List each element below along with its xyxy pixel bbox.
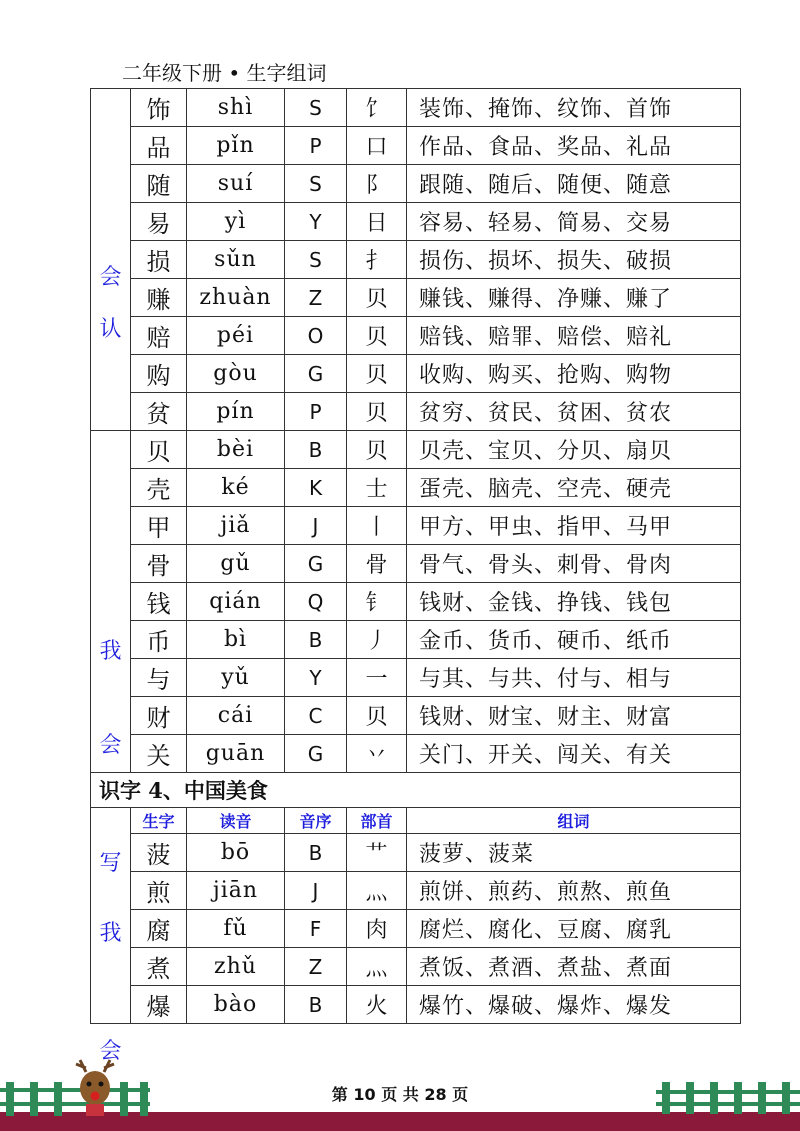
- words-cell: 与其、与共、付与、相与: [407, 659, 741, 697]
- pinyin-cell: sǔn: [187, 241, 285, 279]
- radical-cell: 灬: [347, 872, 407, 910]
- order-cell: B: [285, 621, 347, 659]
- side-label: [91, 431, 131, 876]
- vocab-table: [90, 88, 741, 1064]
- side-label-char: 会: [99, 1038, 122, 1064]
- radical-cell: 丨: [347, 507, 407, 545]
- table-row: [91, 872, 741, 910]
- table-row: [91, 910, 741, 948]
- words-cell: 骨气、骨头、刺骨、骨肉: [407, 545, 741, 583]
- fence-right-decoration: [656, 1078, 800, 1118]
- table-row: [91, 507, 741, 545]
- words-cell: 容易、轻易、简易、交易: [407, 203, 741, 241]
- radical-cell: 贝: [347, 279, 407, 317]
- words-cell: 腐烂、腐化、豆腐、腐乳: [407, 910, 741, 948]
- radical-cell: 阝: [347, 165, 407, 203]
- column-header-words: 组词: [407, 808, 741, 834]
- words-cell: 跟随、随后、随便、随意: [407, 165, 741, 203]
- radical-cell: 口: [347, 127, 407, 165]
- words-cell: 赔钱、赔罪、赔偿、赔礼: [407, 317, 741, 355]
- radical-cell: 钅: [347, 583, 407, 621]
- char-cell: 骨: [131, 545, 187, 583]
- order-cell: G: [285, 735, 347, 773]
- radical-cell: 贝: [347, 317, 407, 355]
- char-cell: 甲: [131, 507, 187, 545]
- pinyin-cell: yǔ: [187, 659, 285, 697]
- radical-cell: 饣: [347, 89, 407, 127]
- words-cell: 装饰、掩饰、纹饰、首饰: [407, 89, 741, 127]
- order-cell: F: [285, 910, 347, 948]
- order-cell: B: [285, 986, 347, 1024]
- order-cell: Z: [285, 948, 347, 986]
- char-cell: 易: [131, 203, 187, 241]
- char-cell: 随: [131, 165, 187, 203]
- char-cell: 壳: [131, 469, 187, 507]
- char-cell: 赚: [131, 279, 187, 317]
- pinyin-cell: zhǔ: [187, 948, 285, 986]
- order-cell: Q: [285, 583, 347, 621]
- radical-cell: 士: [347, 469, 407, 507]
- char-cell: 财: [131, 697, 187, 735]
- table-row: [91, 948, 741, 986]
- table-row: [91, 89, 741, 127]
- words-cell: 爆竹、爆破、爆炸、爆发: [407, 986, 741, 1024]
- pinyin-cell: bèi: [187, 431, 285, 469]
- side-label: [91, 808, 131, 1064]
- char-cell: 腐: [131, 910, 187, 948]
- order-cell: Z: [285, 279, 347, 317]
- table-row: [91, 241, 741, 279]
- radical-cell: 贝: [347, 355, 407, 393]
- radical-cell: 艹: [347, 834, 407, 872]
- pinyin-cell: suí: [187, 165, 285, 203]
- words-cell: 菠萝、菠菜: [407, 834, 741, 872]
- char-cell: 购: [131, 355, 187, 393]
- pinyin-cell: fǔ: [187, 910, 285, 948]
- radical-cell: 火: [347, 986, 407, 1024]
- pinyin-cell: pǐn: [187, 127, 285, 165]
- radical-cell: 贝: [347, 697, 407, 735]
- words-cell: 蛋壳、脑壳、空壳、硬壳: [407, 469, 741, 507]
- side-label-char: 会: [99, 732, 122, 758]
- page-number: 第 10 页 共 28 页: [331, 1085, 469, 1104]
- char-cell: 钱: [131, 583, 187, 621]
- column-header-order: 音序: [285, 808, 347, 834]
- table-row: [91, 317, 741, 355]
- pinyin-cell: bì: [187, 621, 285, 659]
- side-label-char: 会: [99, 264, 122, 290]
- pinyin-cell: cái: [187, 697, 285, 735]
- order-cell: Y: [285, 659, 347, 697]
- words-cell: 金币、货币、硬币、纸币: [407, 621, 741, 659]
- order-cell: K: [285, 469, 347, 507]
- radical-cell: 扌: [347, 241, 407, 279]
- table-row: [91, 469, 741, 507]
- radical-cell: 骨: [347, 545, 407, 583]
- char-cell: 饰: [131, 89, 187, 127]
- char-cell: 损: [131, 241, 187, 279]
- table-row: [91, 697, 741, 735]
- words-cell: 关门、开关、闯关、有关: [407, 735, 741, 773]
- order-cell: P: [285, 393, 347, 431]
- table-row: [91, 659, 741, 697]
- table-row: [91, 127, 741, 165]
- pinyin-cell: zhuàn: [187, 279, 285, 317]
- words-cell: 煎饼、煎药、煎熬、煎鱼: [407, 872, 741, 910]
- radical-cell: 日: [347, 203, 407, 241]
- char-cell: 与: [131, 659, 187, 697]
- side-label-char: 我: [99, 920, 122, 946]
- table-row: [91, 393, 741, 431]
- words-cell: 钱财、金钱、挣钱、钱包: [407, 583, 741, 621]
- pinyin-cell: yì: [187, 203, 285, 241]
- side-label-char: 写: [99, 850, 122, 876]
- pinyin-cell: qián: [187, 583, 285, 621]
- radical-cell: 贝: [347, 431, 407, 469]
- page-title: 二年级下册 • 生字组词: [122, 61, 327, 85]
- order-cell: O: [285, 317, 347, 355]
- table-row: [91, 279, 741, 317]
- order-cell: J: [285, 507, 347, 545]
- pinyin-cell: ké: [187, 469, 285, 507]
- words-cell: 煮饭、煮酒、煮盐、煮面: [407, 948, 741, 986]
- char-cell: 关: [131, 735, 187, 773]
- pinyin-cell: gǔ: [187, 545, 285, 583]
- radical-cell: 丷: [347, 735, 407, 773]
- char-cell: 币: [131, 621, 187, 659]
- char-cell: 品: [131, 127, 187, 165]
- words-cell: 贫穷、贫民、贫困、贫农: [407, 393, 741, 431]
- pinyin-cell: gòu: [187, 355, 285, 393]
- pinyin-cell: jiān: [187, 872, 285, 910]
- order-cell: B: [285, 431, 347, 469]
- radical-cell: 肉: [347, 910, 407, 948]
- radical-cell: 一: [347, 659, 407, 697]
- words-cell: 贝壳、宝贝、分贝、扇贝: [407, 431, 741, 469]
- char-cell: 煮: [131, 948, 187, 986]
- section-title: 识字 4、中国美食: [91, 773, 741, 808]
- pinyin-cell: bào: [187, 986, 285, 1024]
- order-cell: G: [285, 355, 347, 393]
- words-cell: 收购、购买、抢购、购物: [407, 355, 741, 393]
- pinyin-cell: shì: [187, 89, 285, 127]
- order-cell: C: [285, 697, 347, 735]
- char-cell: 菠: [131, 834, 187, 872]
- words-cell: 赚钱、赚得、净赚、赚了: [407, 279, 741, 317]
- table-row: [91, 986, 741, 1024]
- table-row: [91, 735, 741, 773]
- char-cell: 爆: [131, 986, 187, 1024]
- column-header-pinyin: 读音: [187, 808, 285, 834]
- table-row: [91, 165, 741, 203]
- words-cell: 作品、食品、奖品、礼品: [407, 127, 741, 165]
- pinyin-cell: péi: [187, 317, 285, 355]
- fence-left-decoration: [0, 1058, 150, 1118]
- radical-cell: 丿: [347, 621, 407, 659]
- words-cell: 损伤、损坏、损失、破损: [407, 241, 741, 279]
- radical-cell: 灬: [347, 948, 407, 986]
- section-row: [91, 773, 741, 808]
- order-cell: S: [285, 165, 347, 203]
- column-header-radical: 部首: [347, 808, 407, 834]
- order-cell: P: [285, 127, 347, 165]
- words-cell: 钱财、财宝、财主、财富: [407, 697, 741, 735]
- side-label-char: 我: [99, 638, 122, 664]
- order-cell: Y: [285, 203, 347, 241]
- char-cell: 赔: [131, 317, 187, 355]
- table-row: [91, 355, 741, 393]
- order-cell: J: [285, 872, 347, 910]
- table-row: [91, 583, 741, 621]
- table-row: [91, 621, 741, 659]
- pinyin-cell: jiǎ: [187, 507, 285, 545]
- column-header-char: 生字: [131, 808, 187, 834]
- side-label-char: 认: [99, 316, 122, 342]
- pinyin-cell: bō: [187, 834, 285, 872]
- table-row: [91, 834, 741, 872]
- char-cell: 贫: [131, 393, 187, 431]
- table-row: [91, 545, 741, 583]
- table-row: [91, 203, 741, 241]
- order-cell: S: [285, 241, 347, 279]
- words-cell: 甲方、甲虫、指甲、马甲: [407, 507, 741, 545]
- order-cell: S: [285, 89, 347, 127]
- order-cell: G: [285, 545, 347, 583]
- reindeer-icon: [76, 1060, 114, 1116]
- char-cell: 贝: [131, 431, 187, 469]
- header-row: [91, 808, 741, 834]
- order-cell: B: [285, 834, 347, 872]
- pinyin-cell: pín: [187, 393, 285, 431]
- radical-cell: 贝: [347, 393, 407, 431]
- char-cell: 煎: [131, 872, 187, 910]
- pinyin-cell: guān: [187, 735, 285, 773]
- table-row: [91, 431, 741, 469]
- side-label: [91, 89, 131, 431]
